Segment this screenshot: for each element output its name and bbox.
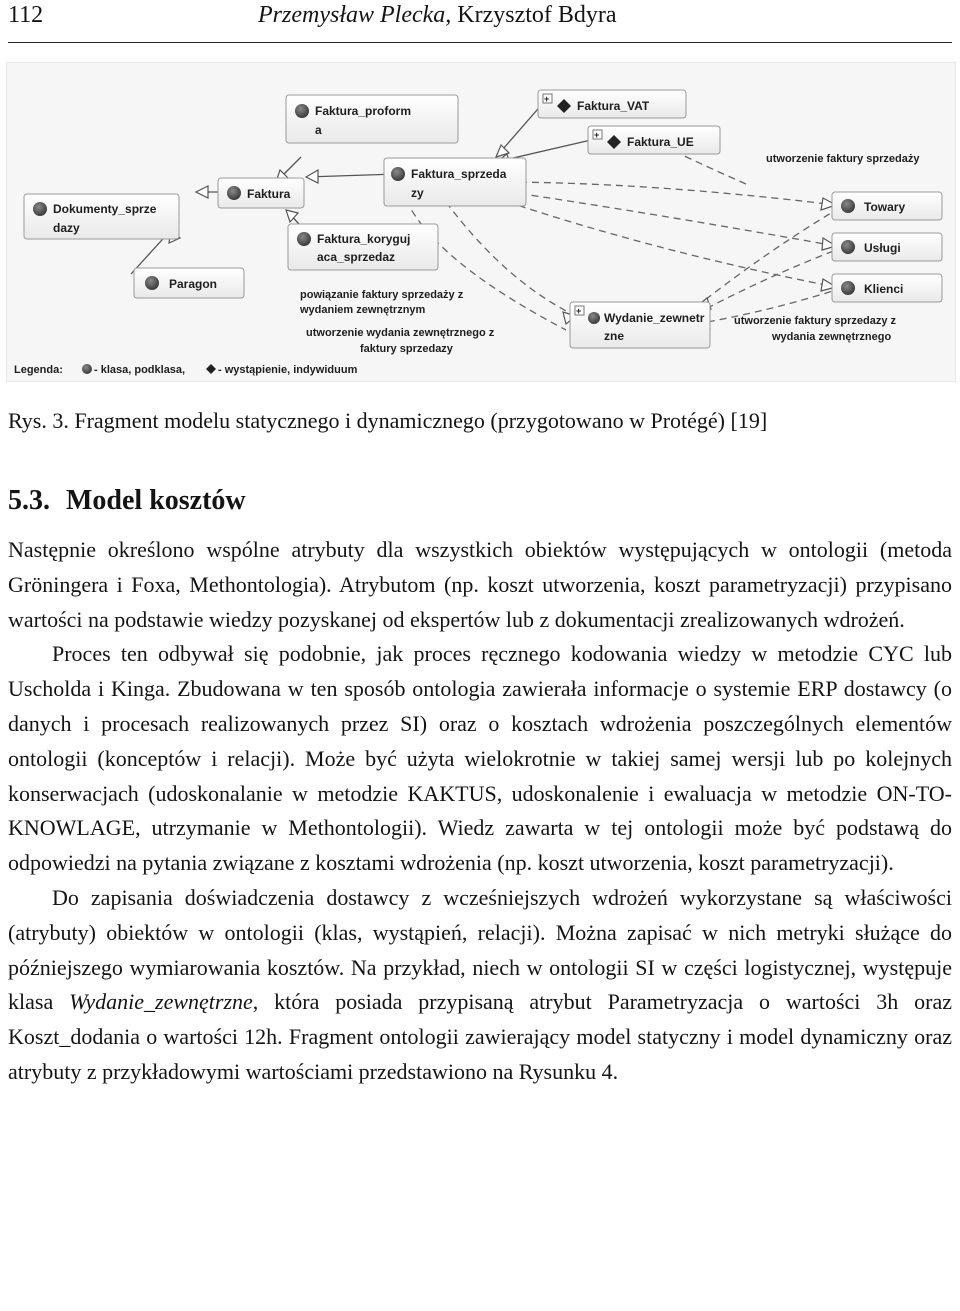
annotation-utworzenie-faktury: utworzenie faktury sprzedaży: [766, 153, 920, 165]
class-dot-icon: [841, 240, 855, 254]
paragraph-2: Proces ten odbywał się podobnie, jak proces ręcznego kodowania wiedzy w metodzie CYC lub Uscholda i Kinga. Zbudowana w ten sposób ontologia zawierała informacje o systemie ERP dostawcy (o danych i procesach realizowanych przez SI) oraz o kosztach wdrożenia poszczególnych elementów ontologii (konceptów i relacji). Może być użyta wielokrotnie w takiej samej wersji lub po kolejnych konserwacjach (udoskonalanie w metodzie KAKTUS, udoskonalenie i ewaluacja w metodzie ON-TO-KNOWLAGE, utrzymanie w Methontologii). Wiedz zawarta w tej ontologii może być podstawą do odpowiedzi na pytania związane z kosztami wdrożenia (np. koszt utworzenia, koszt parametryzacji).: [8, 641, 952, 876]
class-dot-icon: [588, 312, 600, 324]
legend-instance-text: - wystąpienie, indywiduum: [218, 364, 358, 376]
label-wydanie-1: Wydanie_zewnetr: [604, 311, 705, 325]
paragraph-3-before: Do zapisania doświadczenia dostawcy z wcześniejszych wdrożeń wykorzystane są właściwości (atrybuty) obiektów w ontologii (klas, wystąpień, relacji). Można zapisać w nich metryki służące do późniejszego wymiarowania kosztów. Na przykład, niech w ontologii SI w części logistycznej, występuje klasa: [8, 884, 952, 1015]
class-dot-icon: [297, 232, 311, 246]
label-dokumenty-1: Dokumenty_sprze: [53, 202, 157, 216]
figure-caption: Rys. 3. Fragment modelu statycznego i dynamicznego (przygotowano w Protégé) [19]: [8, 408, 768, 433]
label-towary: Towary: [864, 200, 906, 214]
author-second: Krzysztof Bdyra: [457, 2, 617, 28]
header-rule: [8, 42, 952, 43]
annotation-powiazanie-2: wydaniem zewnętrznym: [300, 304, 426, 316]
label-ue: Faktura_UE: [627, 135, 694, 149]
label-korygujaca-2: aca_sprzedaz: [317, 250, 396, 264]
class-dot-icon: [841, 281, 855, 295]
node-faktura-vat: [538, 90, 686, 118]
expand-icon: +: [544, 94, 550, 104]
node-faktura-ue: [588, 126, 720, 154]
class-dot-icon: [295, 104, 309, 118]
node-paragon: [134, 268, 244, 298]
annotation-utworzenie-wydania-1: utworzenie wydania zewnętrznego z: [306, 327, 495, 339]
body-text: [8, 533, 952, 1090]
author-first: Przemysław Plecka,: [258, 2, 452, 28]
node-faktura: [218, 178, 304, 208]
expand-icon: +: [594, 130, 600, 140]
node-faktura-korygujaca: [288, 224, 438, 270]
label-wydanie-2: zne: [604, 329, 625, 343]
annotation-utworzenie-wydania-2: faktury sprzedazy: [360, 343, 453, 355]
label-korygujaca-1: Faktura_koryguj: [317, 232, 411, 246]
annotation-faktura-z-wydania-1: utworzenie faktury sprzedazy z: [734, 315, 896, 327]
legend-label: Legenda:: [14, 364, 63, 376]
label-faktura: Faktura: [247, 187, 291, 201]
node-uslugi: [832, 233, 942, 261]
label-sprzedazy-2: zy: [411, 186, 424, 200]
annotation-powiazanie-1: powiązanie faktury sprzedaży z: [300, 289, 464, 301]
section-heading: [8, 484, 246, 518]
page-number: 112: [8, 2, 44, 28]
class-dot-icon: [33, 202, 47, 216]
label-uslugi: Usługi: [864, 241, 901, 255]
class-dot-icon: [391, 167, 405, 181]
paragraph-3-class-name: Wydanie_zewnętrzne: [69, 989, 253, 1015]
node-faktura-sprzedazy: [384, 158, 526, 206]
node-wydanie-zewnetrzne: [570, 302, 710, 348]
label-dokumenty-2: dazy: [53, 221, 80, 235]
label-paragon: Paragon: [169, 277, 218, 291]
legend-class-dot-icon: [82, 364, 92, 374]
label-vat: Faktura_VAT: [577, 99, 650, 113]
section-title: Model kosztów: [66, 485, 246, 516]
class-dot-icon: [227, 186, 241, 200]
running-head-authors: [258, 0, 617, 30]
paragraph-1: Następnie określono wspólne atrybuty dla wszystkich obiektów występujących w ontologii (metoda Gröningera i Foxa, Methontologia). Atrybutom (np. koszt utworzenia, koszt parametryzacji) przypisano wartości na podstawie wiedzy pozyskanej od ekspertów lub z dokumentacji zrealizowanych wdrożeń.: [8, 537, 952, 632]
label-proforma-2: a: [315, 123, 322, 137]
node-dokumenty-sprzedazy: [24, 194, 179, 239]
node-faktura-proforma: [286, 95, 458, 143]
node-klienci: [832, 274, 942, 302]
legend-class-text: - klasa, podklasa,: [94, 364, 186, 376]
label-klienci: Klienci: [864, 282, 904, 296]
ontology-diagram: [6, 62, 956, 382]
paragraph-3-after: , która posiada przypisaną atrybut Parametryzacja o wartości 3h oraz Koszt_dodania o wartości 12h. Fragment ontologii zawierający model statyczny i model dynamiczny oraz atrybuty z przykładowymi wartościami przedstawiono na Rysunku 4.: [8, 989, 952, 1084]
section-number: 5.3.: [8, 485, 50, 516]
node-towary: [832, 192, 942, 220]
annotation-faktura-z-wydania-2: wydania zewnętrznego: [772, 331, 892, 343]
class-dot-icon: [145, 276, 159, 290]
label-sprzedazy-1: Faktura_sprzeda: [411, 167, 507, 181]
paragraph-3: [8, 881, 952, 1090]
label-proforma-1: Faktura_proform: [315, 104, 412, 118]
class-dot-icon: [841, 199, 855, 213]
running-head: [8, 0, 952, 38]
ontology-figure: [6, 62, 956, 382]
expand-icon: +: [576, 306, 582, 316]
